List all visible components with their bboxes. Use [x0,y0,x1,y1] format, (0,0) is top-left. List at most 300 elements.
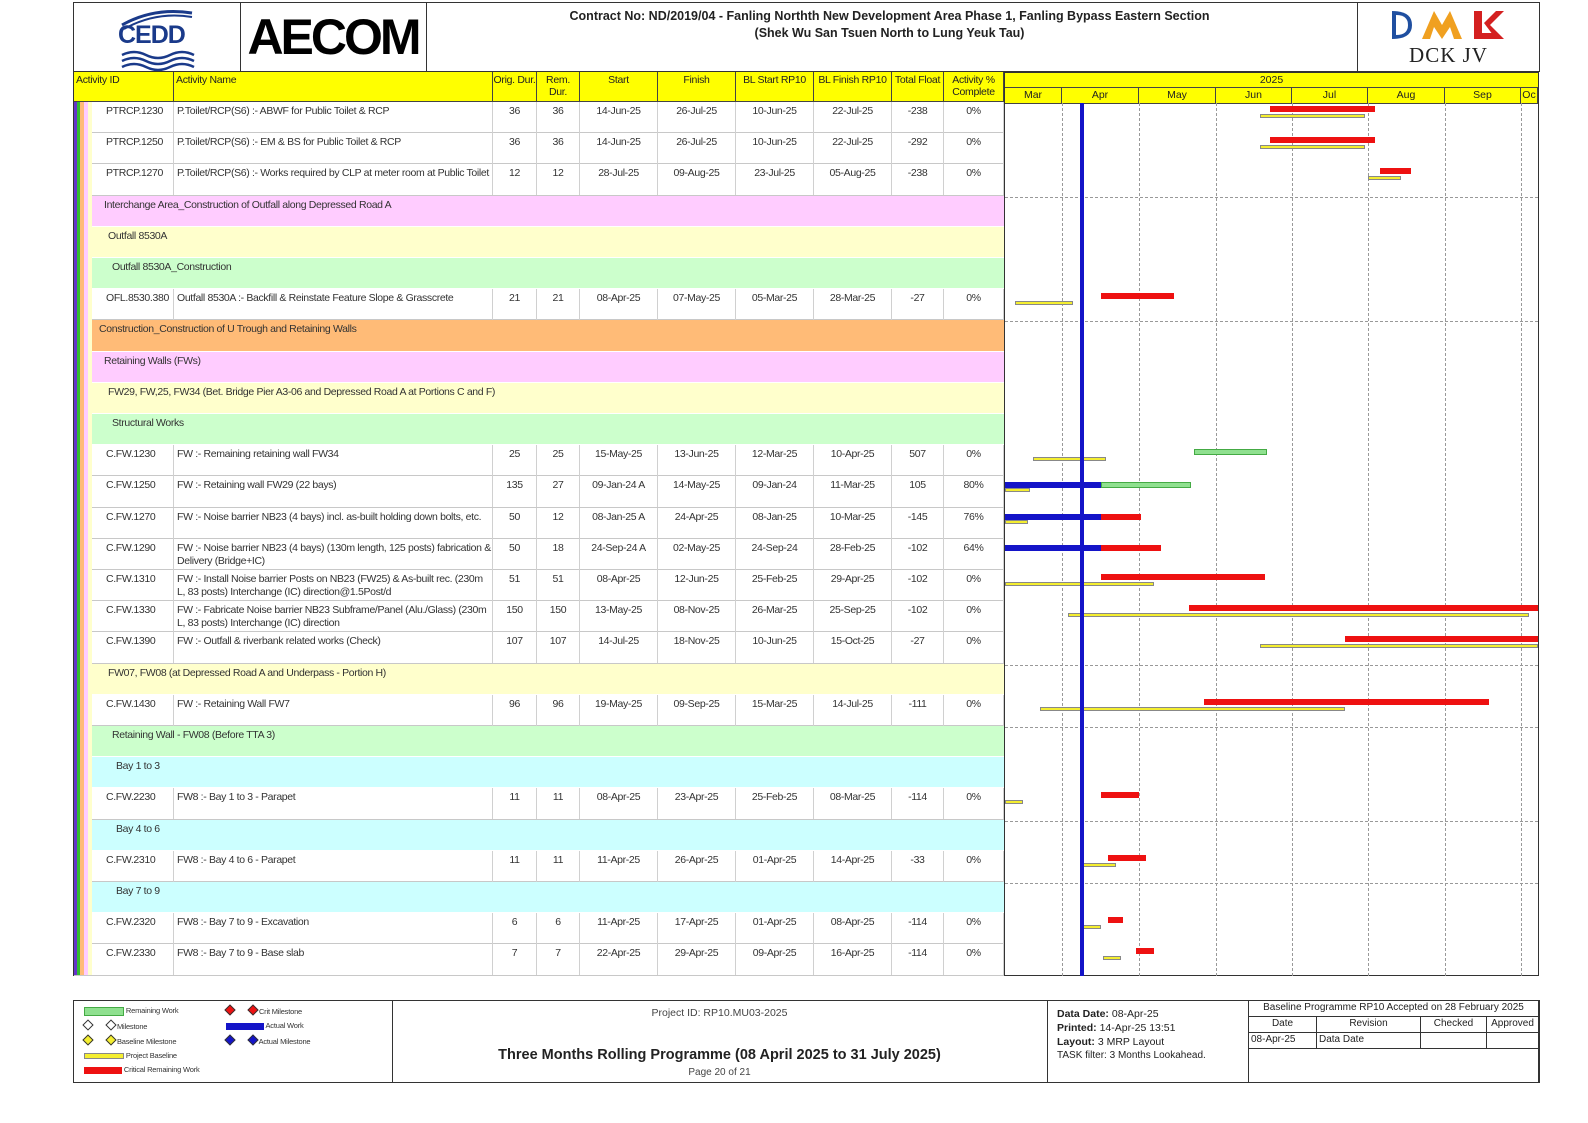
rev-checked [1421,1033,1487,1049]
group-separator [1005,883,1538,884]
cell-blf: 22-Jul-25 [814,102,892,133]
data-date-line [1080,103,1084,976]
col-pct-complete: Activity % Complete [944,72,1004,102]
col-start: Start [580,72,658,102]
month-gridline [1216,103,1217,976]
cell-start: 19-May-25 [580,695,658,726]
month-gridline [1521,103,1522,976]
rev-col-checked: Checked [1421,1017,1487,1033]
cell-name: P.Toilet/RCP(S6) :- EM & BS for Public Toilet & RCP [174,133,493,164]
critical-bar[interactable] [1380,168,1410,174]
remaining-bar[interactable] [1194,449,1267,455]
wbs-group-title: Retaining Walls (FWs) [104,354,201,367]
cell-orig: 11 [493,788,537,819]
cell-tf: -114 [892,913,944,944]
legend-crit-milestone: Crit Milestone [226,1006,302,1017]
cell-name: Outfall 8530A :- Backfill & Reinstate Feature Slope & Grasscrete [174,289,493,320]
cell-bls: 05-Mar-25 [736,289,814,320]
cell-orig: 50 [493,508,537,539]
cell-id: OFL.8530.380 [74,289,174,320]
cell-start: 08-Apr-25 [580,570,658,601]
cell-tf: -111 [892,695,944,726]
wbs-group-row[interactable] [74,414,1005,445]
printed-date: 14-Apr-25 13:51 [1099,1022,1176,1034]
cell-pct: 0% [944,570,1004,601]
cell-finish: 12-Jun-25 [658,570,736,601]
page-number: Page 20 of 21 [688,1067,751,1078]
programme-title: Three Months Rolling Programme (08 April 2025 to 31 July 2025) [498,1047,941,1063]
cell-blf: 16-Apr-25 [814,944,892,975]
critical-bar[interactable] [1108,917,1123,923]
cell-id: C.FW.1330 [74,601,174,632]
cell-blf: 08-Apr-25 [814,913,892,944]
col-orig-dur: Orig. Dur. [493,72,537,102]
cell-bls: 01-Apr-25 [736,851,814,882]
cell-start: 24-Sep-24 A [580,539,658,570]
cell-orig: 150 [493,601,537,632]
cell-orig: 25 [493,445,537,476]
cell-rem: 36 [537,133,580,164]
cell-finish: 07-May-25 [658,289,736,320]
baseline-bar[interactable] [1015,301,1073,305]
cell-bls: 15-Mar-25 [736,695,814,726]
cell-blf: 14-Jul-25 [814,695,892,726]
cell-rem: 27 [537,476,580,507]
group-separator [1005,321,1538,322]
cell-pct: 64% [944,539,1004,570]
cell-orig: 107 [493,632,537,663]
cell-id: C.FW.1230 [74,445,174,476]
critical-bar[interactable] [1270,106,1376,112]
critical-bar[interactable] [1345,636,1538,642]
cell-tf: -27 [892,289,944,320]
cell-blf: 29-Apr-25 [814,570,892,601]
cell-blf: 28-Feb-25 [814,539,892,570]
cell-orig: 11 [493,851,537,882]
cell-rem: 36 [537,102,580,133]
contract-title [427,8,1352,42]
month-sep: Sep [1445,88,1521,103]
rev-col-revision: Revision [1317,1017,1421,1033]
cell-blf: 10-Mar-25 [814,508,892,539]
cell-blf: 08-Mar-25 [814,788,892,819]
baseline-bar[interactable] [1040,707,1345,711]
cell-blf: 11-Mar-25 [814,476,892,507]
activity-row[interactable] [74,508,1005,539]
legend-baseline-milestone: Baseline Milestone [84,1036,176,1047]
rev-date: 08-Apr-25 [1249,1033,1317,1049]
wbs-group-title: Interchange Area_Construction of Outfall along Depressed Road A [104,198,392,211]
cell-rem: 11 [537,788,580,819]
cell-start: 22-Apr-25 [580,944,658,975]
group-separator [1005,727,1538,728]
cedd-logo-text: CEDD [118,21,185,49]
critical-bar[interactable] [1101,293,1174,299]
wbs-group-title: Retaining Wall - FW08 (Before TTA 3) [112,729,275,741]
col-total-float: Total Float [892,72,944,102]
cell-finish: 17-Apr-25 [658,913,736,944]
remaining-bar[interactable] [1101,482,1192,488]
cell-name: FW :- Install Noise barrier Posts on NB23 (FW25) & As-built rec. (230m L, 83 posts) Interchange (IC) direction@1.5Post/d [174,570,493,601]
dck-logo [1357,3,1539,71]
legend-milestone: Milestone [84,1021,147,1032]
cell-bls: 10-Jun-25 [736,632,814,663]
cell-rem: 150 [537,601,580,632]
cell-tf: -27 [892,632,944,663]
cell-name: FW :- Outfall & riverbank related works (Check) [174,632,493,663]
cell-pct: 0% [944,913,1004,944]
cell-finish: 23-Apr-25 [658,788,736,819]
activity-row[interactable] [74,289,1005,320]
contract-line-1: Contract No: ND/2019/04 - Fanling Northth New Development Area Phase 1, Fanling Bypass Eastern Section [569,9,1210,23]
cell-name: FW8 :- Bay 4 to 6 - Parapet [174,851,493,882]
cell-orig: 21 [493,289,537,320]
baseline-bar[interactable] [1068,613,1529,617]
cell-pct: 0% [944,788,1004,819]
group-separator [1005,821,1538,822]
cell-finish: 14-May-25 [658,476,736,507]
baseline-bar[interactable] [1260,644,1538,648]
cell-orig: 12 [493,164,537,195]
critical-bar[interactable] [1189,605,1538,611]
rev-desc: Data Date [1317,1033,1421,1049]
wbs-group-row[interactable] [74,227,1005,258]
cell-pct: 0% [944,445,1004,476]
cell-start: 11-Apr-25 [580,851,658,882]
cell-pct: 0% [944,601,1004,632]
legend-project-baseline: Project Baseline [84,1051,177,1061]
cell-bls: 12-Mar-25 [736,445,814,476]
cell-bls: 09-Apr-25 [736,944,814,975]
cell-rem: 96 [537,695,580,726]
cell-start: 14-Jun-25 [580,133,658,164]
cell-pct: 0% [944,851,1004,882]
activity-row[interactable] [74,476,1005,507]
cell-start: 14-Jun-25 [580,102,658,133]
month-gridline [1139,103,1140,976]
baseline-bar[interactable] [1260,114,1366,118]
cell-name: FW :- Fabricate Noise barrier NB23 Subframe/Panel (Alu./Glass) (230m L, 83 posts) Interchange (IC) direction [174,601,493,632]
baseline-bar[interactable] [1083,863,1116,867]
baseline-bar[interactable] [1005,800,1023,804]
activity-row[interactable] [74,944,1005,975]
baseline-bar[interactable] [1033,457,1106,461]
cell-name: P.Toilet/RCP(S6) :- Works required by CLP at meter room at Public Toilet [174,164,493,195]
legend-remaining: Remaining Work [84,1006,178,1016]
cell-finish: 08-Nov-25 [658,601,736,632]
wbs-group-title: Outfall 8530A_Construction [112,261,232,273]
cell-blf: 22-Jul-25 [814,133,892,164]
layout-name: 3 MRP Layout [1097,1036,1165,1048]
cell-name: P.Toilet/RCP(S6) :- ABWF for Public Toilet & RCP [174,102,493,133]
cell-id: C.FW.1290 [74,539,174,570]
cell-blf: 25-Sep-25 [814,601,892,632]
cell-bls: 10-Jun-25 [736,102,814,133]
month-mar: Mar [1005,88,1062,103]
activity-row[interactable] [74,570,1005,601]
cell-bls: 08-Jan-25 [736,508,814,539]
cell-orig: 7 [493,944,537,975]
wbs-group-title: Structural Works [112,417,184,429]
wbs-group-row[interactable] [74,196,1005,227]
legend-critical: Critical Remaining Work [84,1065,200,1075]
schedule-sheet [73,2,1540,1082]
cell-id: C.FW.2330 [74,944,174,975]
cell-tf: 105 [892,476,944,507]
cell-orig: 50 [493,539,537,570]
cell-finish: 02-May-25 [658,539,736,570]
cell-id: C.FW.2230 [74,788,174,819]
cell-tf: -292 [892,133,944,164]
cell-id: C.FW.1250 [74,476,174,507]
month-jul: Jul [1292,88,1368,103]
cedd-logo [74,3,241,71]
cell-start: 14-Jul-25 [580,632,658,663]
project-id: Project ID: RP10.MU03-2025 [651,1007,788,1019]
cell-start: 15-May-25 [580,445,658,476]
cell-name: FW :- Remaining retaining wall FW34 [174,445,493,476]
legend [74,1001,393,1082]
rev-approved [1487,1033,1539,1049]
group-separator [1005,197,1538,198]
month-gridline [1445,103,1446,976]
wbs-group-title: Bay 7 to 9 [116,885,160,897]
wbs-group-title: FW07, FW08 (at Depressed Road A and Underpass - Portion H) [108,666,386,679]
cell-start: 11-Apr-25 [580,913,658,944]
cell-orig: 96 [493,695,537,726]
cell-tf: 507 [892,445,944,476]
critical-bar[interactable] [1101,545,1161,551]
cell-id: C.FW.2320 [74,913,174,944]
wbs-group-row[interactable] [74,757,1005,788]
wbs-group-row[interactable] [74,258,1005,289]
baseline-bar[interactable] [1260,145,1366,149]
wbs-group-row[interactable] [74,352,1005,383]
cell-tf: -238 [892,102,944,133]
baseline-bar[interactable] [1368,176,1401,180]
rev-col-date: Date [1249,1017,1317,1033]
month-oc: Oc [1521,88,1538,103]
page-footer [73,1000,1540,1083]
cell-finish: 13-Jun-25 [658,445,736,476]
cell-name: FW :- Retaining wall FW29 (22 bays) [174,476,493,507]
cell-rem: 25 [537,445,580,476]
cell-rem: 51 [537,570,580,601]
wbs-group-row[interactable] [74,726,1005,757]
cell-orig: 36 [493,133,537,164]
dck-mark-icon [1358,3,1539,43]
cell-start: 28-Jul-25 [580,164,658,195]
activity-row[interactable] [74,601,1005,632]
cell-pct: 0% [944,289,1004,320]
baseline-bar[interactable] [1083,925,1101,929]
critical-bar[interactable] [1136,948,1154,954]
cell-start: 13-May-25 [580,601,658,632]
wbs-group-row[interactable] [74,383,1005,414]
cell-name: FW8 :- Bay 7 to 9 - Excavation [174,913,493,944]
gantt-timescale [1005,73,1538,104]
cell-finish: 26-Jul-25 [658,133,736,164]
activity-row[interactable] [74,632,1005,663]
cell-pct: 0% [944,695,1004,726]
col-bl-finish: BL Finish RP10 [814,72,892,102]
cell-bls: 09-Jan-24 [736,476,814,507]
contract-line-2: (Shek Wu San Tsuen North to Lung Yeuk Tau) [754,26,1025,40]
cell-tf: -102 [892,539,944,570]
baseline-bar[interactable] [1103,956,1121,960]
cell-finish: 26-Apr-25 [658,851,736,882]
cell-rem: 7 [537,944,580,975]
wbs-level-stripes [74,102,92,975]
critical-bar[interactable] [1101,514,1141,520]
cell-name: FW :- Noise barrier NB23 (4 bays) incl. as-built holding down bolts, etc. [174,508,493,539]
cell-pct: 76% [944,508,1004,539]
baseline-revision-table [1249,1001,1539,1082]
critical-bar[interactable] [1101,792,1139,798]
col-activity-name: Activity Name [174,72,493,102]
legend-actual-work: Actual Work [226,1021,304,1031]
cell-rem: 11 [537,851,580,882]
month-apr: Apr [1062,88,1139,103]
cell-finish: 26-Jul-25 [658,102,736,133]
wbs-group-title: Outfall 8530A [108,229,168,242]
cell-start: 08-Apr-25 [580,289,658,320]
task-filter: TASK filter: 3 Months Lookahead. [1057,1050,1206,1061]
actual-work-bar[interactable] [1005,545,1101,551]
cell-tf: -238 [892,164,944,195]
cell-finish: 09-Aug-25 [658,164,736,195]
cell-rem: 18 [537,539,580,570]
cell-blf: 28-Mar-25 [814,289,892,320]
cell-orig: 6 [493,913,537,944]
month-aug: Aug [1368,88,1445,103]
activity-row[interactable] [74,788,1005,819]
activity-row[interactable] [74,445,1005,476]
cell-id: C.FW.1270 [74,508,174,539]
cell-start: 08-Jan-25 A [580,508,658,539]
col-activity-id: Activity ID [74,72,174,102]
cell-orig: 135 [493,476,537,507]
activity-row[interactable] [74,164,1005,195]
cell-id: PTRCP.1250 [74,133,174,164]
cell-id: PTRCP.1270 [74,164,174,195]
cell-rem: 12 [537,508,580,539]
cell-finish: 18-Nov-25 [658,632,736,663]
critical-bar[interactable] [1204,699,1489,705]
cell-orig: 36 [493,102,537,133]
cell-finish: 24-Apr-25 [658,508,736,539]
cell-bls: 10-Jun-25 [736,133,814,164]
cell-id: C.FW.1310 [74,570,174,601]
month-gridline [1368,103,1369,976]
month-jun: Jun [1216,88,1292,103]
wbs-group-title: FW29, FW,25, FW34 (Bet. Bridge Pier A3-06 and Depressed Road A at Portions C and F) [108,385,496,398]
dck-logo-text: DCK JV [1409,43,1488,67]
cell-blf: 05-Aug-25 [814,164,892,195]
activity-row[interactable] [74,539,1005,570]
wbs-group-row[interactable] [74,320,1005,351]
wbs-group-title: Construction_Construction of U Trough and Retaining Walls [99,323,357,336]
activity-row[interactable] [74,102,1005,133]
cell-pct: 0% [944,133,1004,164]
aecom-logo: AECOM [240,3,427,71]
cell-pct: 80% [944,476,1004,507]
cell-pct: 0% [944,632,1004,663]
wbs-group-title: Bay 1 to 3 [116,760,160,773]
legend-actual-milestone: Actual Milestone [226,1036,310,1047]
baseline-bar[interactable] [1005,520,1028,524]
cell-blf: 10-Apr-25 [814,445,892,476]
cell-bls: 26-Mar-25 [736,601,814,632]
programme-title-block [392,1001,1048,1082]
critical-bar[interactable] [1101,574,1265,580]
cell-blf: 15-Oct-25 [814,632,892,663]
cell-id: C.FW.1390 [74,632,174,663]
month-gridline [1292,103,1293,976]
critical-bar[interactable] [1270,137,1376,143]
cell-id: C.FW.2310 [74,851,174,882]
cell-tf: -114 [892,788,944,819]
cell-rem: 107 [537,632,580,663]
activity-row[interactable] [74,913,1005,944]
cell-rem: 6 [537,913,580,944]
cell-blf: 14-Apr-25 [814,851,892,882]
cell-bls: 23-Jul-25 [736,164,814,195]
cell-bls: 01-Apr-25 [736,913,814,944]
rev-col-approved: Approved [1487,1017,1539,1033]
wbs-group-row[interactable] [74,882,1005,913]
activity-table [73,72,1004,976]
activity-row[interactable] [74,133,1005,164]
wbs-group-row[interactable] [74,820,1005,851]
month-gridline [1062,103,1063,976]
cell-start: 08-Apr-25 [580,788,658,819]
activity-row[interactable] [74,851,1005,882]
data-date: 08-Apr-25 [1111,1008,1159,1020]
cell-tf: -114 [892,944,944,975]
cell-id: C.FW.1430 [74,695,174,726]
baseline-bar[interactable] [1005,488,1030,492]
col-rem-dur: Rem. Dur. [537,72,580,102]
cell-finish: 09-Sep-25 [658,695,736,726]
cell-tf: -145 [892,508,944,539]
group-separator [1005,665,1538,666]
cell-name: FW :- Retaining Wall FW7 [174,695,493,726]
cell-pct: 0% [944,102,1004,133]
activity-row[interactable] [74,695,1005,726]
critical-bar[interactable] [1108,855,1146,861]
cell-bls: 25-Feb-25 [736,570,814,601]
cell-name: FW8 :- Bay 1 to 3 - Parapet [174,788,493,819]
cell-name: FW :- Noise barrier NB23 (4 bays) (130m length, 125 posts) fabrication & Delivery (Bridge+IC) [174,539,493,570]
cell-tf: -102 [892,601,944,632]
wbs-group-title: Bay 4 to 6 [116,822,160,835]
page-header [73,2,1540,72]
cell-tf: -102 [892,570,944,601]
cell-name: FW8 :- Bay 7 to 9 - Base slab [174,944,493,975]
print-info: Data Date: 08-Apr-25 Printed: 14-Apr-25 13:51 Layout: 3 MRP Layout TASK filter: 3 Months Lookahead. [1047,1001,1249,1082]
col-bl-start: BL Start RP10 [736,72,814,102]
cell-rem: 21 [537,289,580,320]
wbs-group-row[interactable] [74,664,1005,695]
cell-id: PTRCP.1230 [74,102,174,133]
cell-pct: 0% [944,944,1004,975]
cell-orig: 51 [493,570,537,601]
cell-bls: 25-Feb-25 [736,788,814,819]
cell-bls: 24-Sep-24 [736,539,814,570]
gantt-chart [1004,72,1539,976]
baseline-title: Baseline Programme RP10 Accepted on 28 February 2025 [1249,1001,1539,1017]
